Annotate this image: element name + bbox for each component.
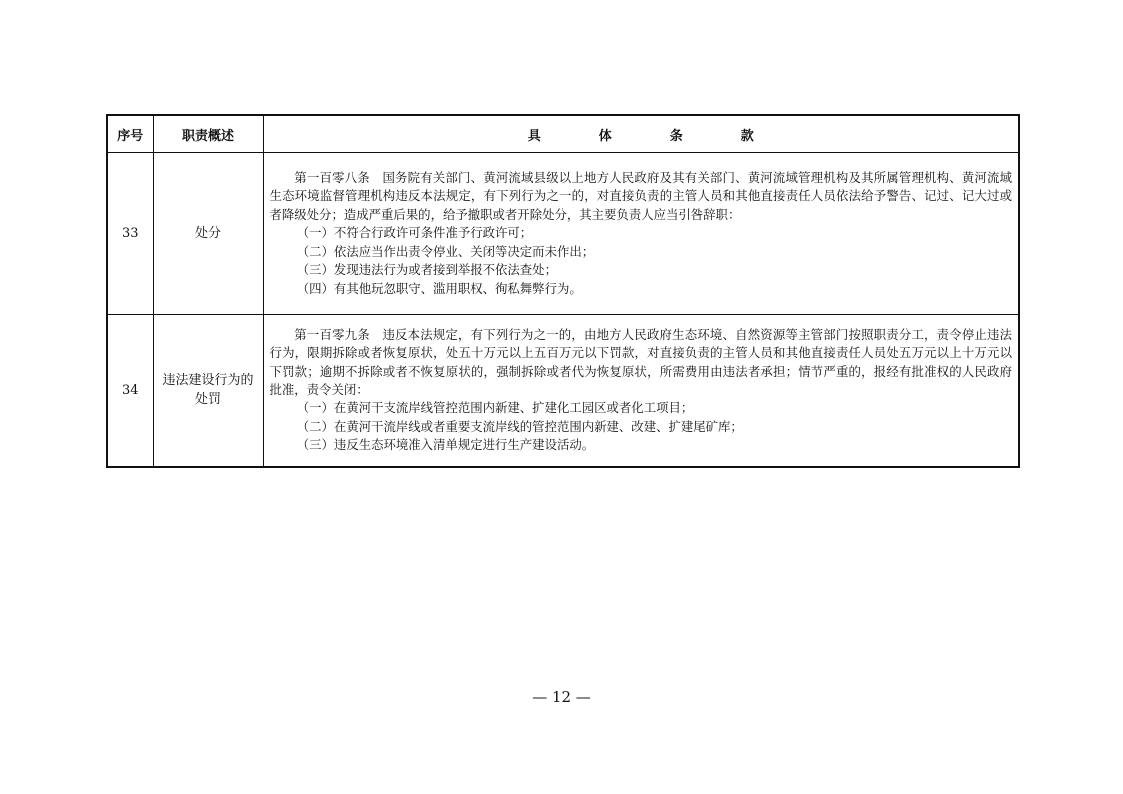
clause-item: （一）不符合行政许可条件准予行政许可； (296, 225, 533, 241)
header-clauses-label: 具体条款 (527, 128, 812, 144)
duty-table (106, 114, 1020, 468)
page-number: — 12 — (532, 688, 591, 706)
table-header-row (107, 115, 1019, 153)
clause-item: （四）有其他玩忽职守、滥用职权、徇私舞弊行为。 (296, 280, 582, 296)
row-number: 34 (107, 315, 153, 467)
table-row (107, 153, 1019, 315)
clause-item: （二）在黄河干流岸线或者重要支流岸线的管控范围内新建、改建、扩建尾矿库； (296, 418, 743, 434)
clause-item: （三）发现违法行为或者接到举报不依法查处； (296, 262, 557, 278)
row-summary: 违法建设行为的处罚 (153, 315, 263, 467)
header-clauses (263, 115, 1019, 153)
table-row (107, 315, 1019, 467)
row-clauses (263, 315, 1019, 467)
row-summary: 处分 (153, 153, 263, 315)
clause-lead: 第一百零八条 国务院有关部门、黄河流域县级以上地方人民政府及其有关部门、黄河流域管理机构及其所属管理机构、黄河流域生态环境监督管理机构违反本法规定，有下列行为之一的，对直接负责的主管人员和其他直接责任人员依法给予警告、记过、记大过或者降级处分；造成严重后果的，给予撤职或者开除处分，其主要负责人应当引咎辞职： (269, 170, 1012, 222)
clause-item: （一）在黄河干支流岸线管控范围内新建、扩建化工园区或者化工项目； (296, 400, 694, 416)
clause-item: （二）依法应当作出责令停业、关闭等决定而未作出； (296, 243, 595, 259)
clause-lead: 第一百零九条 违反本法规定，有下列行为之一的，由地方人民政府生态环境、自然资源等主管部门按照职责分工，责令停止违法行为，限期拆除或者恢复原状，处五十万元以上五百万元以下罚款，对直接负责的主管人员和其他直接责任人员处五万元以上十万元以下罚款；逾期不拆除或者不恢复原状的，强制拆除或者代为恢复原状，所需费用由违法者承担；情节严重的，报经有批准权的人民政府批准，责令关闭： (269, 326, 1012, 398)
row-clauses (263, 153, 1019, 315)
row-number: 33 (107, 153, 153, 315)
header-no: 序号 (107, 115, 153, 153)
clause-item: （三）违反生态环境准入清单规定进行生产建设活动。 (296, 437, 595, 453)
header-summary: 职责概述 (153, 115, 263, 153)
